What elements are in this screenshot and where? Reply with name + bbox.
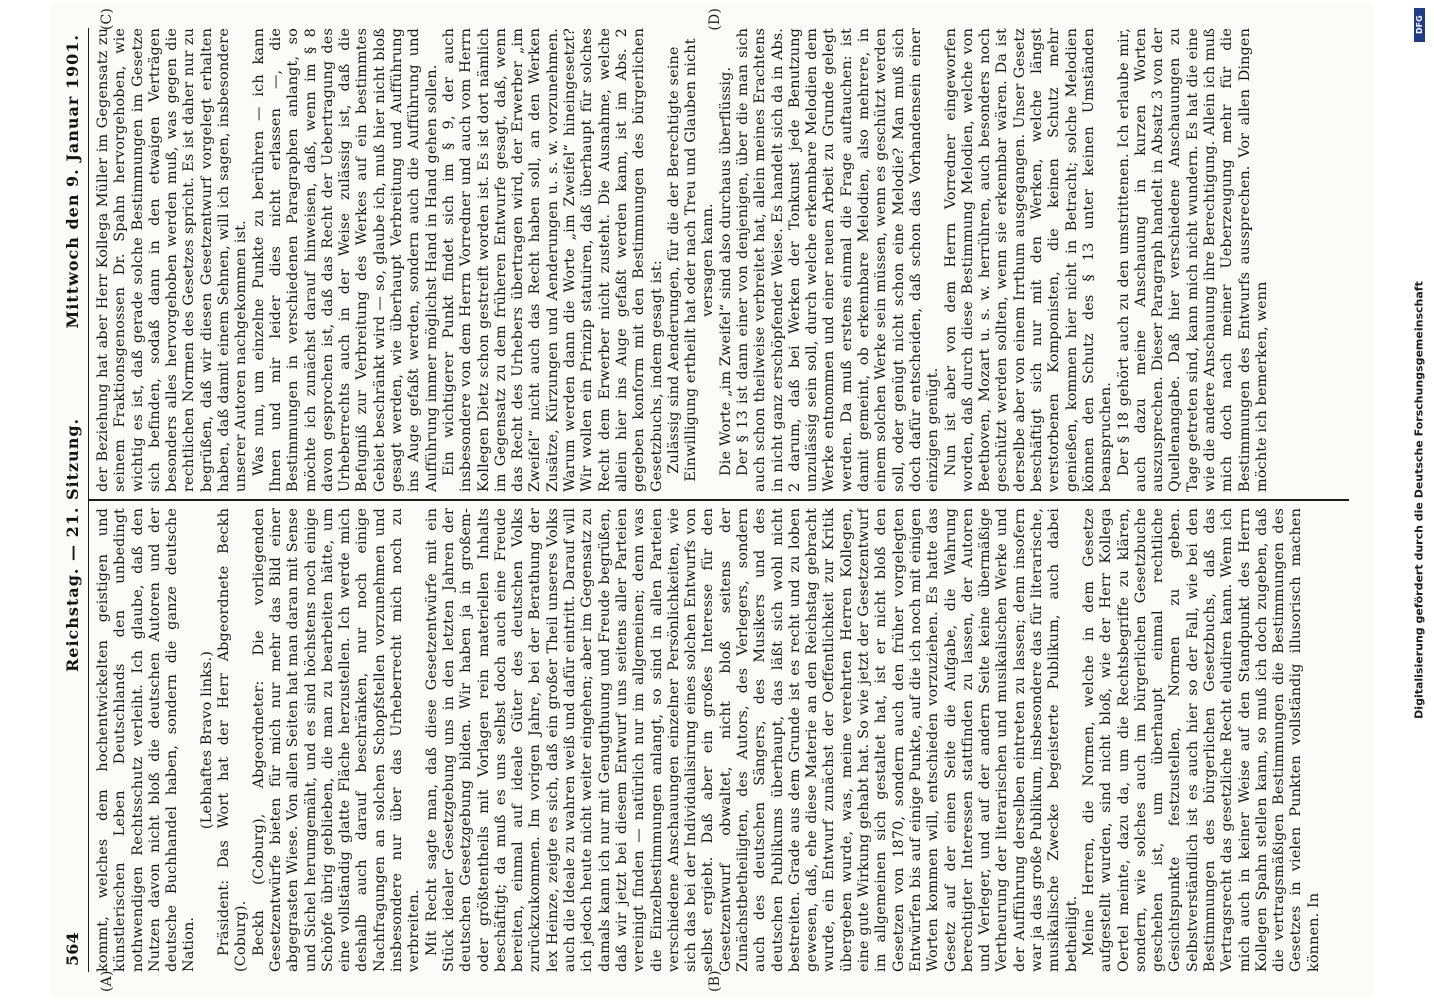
quoted-law-text: Zulässig sind Aenderungen, für die der Berechtigte seine Einwilligung ertheilt hat oder nach Treu und Glauben nicht versagen kann.	[665, 38, 717, 482]
page-number: 564	[63, 932, 82, 966]
header-title: Reichstag. — 21. Sitzung.	[63, 417, 82, 672]
text-columns	[95, 8, 1345, 992]
paragraph: Die Worte „im Zweifel“ sind also durchaus überflüssig.	[717, 66, 734, 476]
left-column	[95, 508, 1345, 972]
paragraph: kommt, welches dem hochentwickelten geistigen und künstlerischen Leben Deutschlands den unbedingt nothwendigen Rechtsschutz verleiht. Ich glaube, daß den Nutzen davon nicht bloß die deutschen Autoren und der deutsche Buchhandel haben, sondern die ganze deutsche Nation.	[95, 508, 198, 972]
speaker-paragraph: Beckh (Coburg), Abgeordneter: Die vorliegenden Gesetzentwürfe bieten für mich nur mehr das Bild einer abgegrasten Wiese. Von allen Seiten hat man daran mit Sense und Sichel herumgemäht, und es sind höchstens noch einige Schöpfe übrig geblieben, die man zu bearbeiten hätte, um eine vollständig glatte Fläche herzustellen. Ich werde mich deshalb auch darauf beschränken, nur noch einige Nachfragungen an solchen Schopfstellen vorzunehmen und insbesondere nur über das Urheberrecht mich noch zu verbreiten.	[250, 508, 423, 972]
applause-note: (Lebhaftes Bravo links.)	[198, 650, 215, 830]
column-divider	[89, 500, 1349, 502]
running-header	[60, 28, 89, 972]
margin-marker-b: (B)	[707, 970, 723, 992]
paragraph: Was nun, um einzelne Punkte zu berühren — ich kann Ihnen und mir leider dies nicht erlassen —, die Bestimmungen in verschiedenen Paragraphen anlangt, so möchte ich zunächst darauf hinweisen, daß, wenn im § 8 davon gesprochen ist, daß das Recht der Uebertragung des Urheberrechts auch in der Weise zulässig ist, daß die Befugniß zur Verbreitung des Werkes auf ein bestimmtes Gebiet beschränkt wird — so, glaube ich, muß hier nicht bloß gesagt werden, wie überhaupt Verbreitung und Aufführung ins Auge gefaßt werden, sondern auch die Aufführung und Aufführung immer möglichst Hand in Hand gehen sollen.	[250, 28, 440, 492]
paragraph: Der § 18 gehört auch zu den umstrittenen. Ich erlaube mir, auch dazu meine Anschauung in kurzen Worten auszusprechen. Dieser Paragraph handelt in Absatz 3 von der Quellenangabe. Daß hier verschiedene Anschauungen zu Tage getreten sind, kann mich nicht wundern. Es hat die eine wie die andere Anschauung ihre Berechtigung. Allein ich muß mich doch nach meiner Ueberzeugung mehr für die Bestimmungen des Entwurfs aussprechen. Vor allen Dingen möchte ich bemerken, wenn	[1115, 28, 1270, 492]
paragraph: Meine Herren, die Normen, welche in dem Gesetze aufgestellt wurden, sind nicht bloß, wie der Herr Kollega Oertel meinte, dazu da, um die Rechtsbegriffe zu klären, sondern, wie solches auch im bürgerlichen Gesetzbuche geschehen ist, um überhaupt einmal rechtliche Gesichtspunkte festzustellen, Normen zu geben. Selbstverständlich ist es auch hier so der Fall, wie bei den Bestimmungen des bürgerlichen Gesetzbuchs, daß das Vertragsrecht das gesetzliche Recht eludiren kann. Wenn ich mich auch in keiner Weise auf den Standpunkt des Herrn Kollegen Spahn stellen kann, so muß ich doch zugeben, daß die vertragsmäßigen Bestimmungen die Bestimmungen des Gesetzes in vielen Punkten vollständig illusorisch machen können. In	[1080, 508, 1322, 972]
margin-marker-d: (D)	[707, 8, 723, 31]
president-statement: Präsident: Das Wort hat der Herr Abgeordnete Beckh (Coburg).	[216, 508, 250, 972]
dfg-logo: DFG	[1414, 8, 1425, 42]
digitization-credit: Digitalisierung gefördert durch die Deutsche Forschungsgemeinschaft	[1412, 281, 1426, 719]
paragraph: Nun ist aber von dem Herrn Vorredner eingeworfen worden, daß durch diese Bestimmung Melodien, welche von Beethoven, Mozart u. s. w. herrühren, auch besonders noch geschützt werden sollten, wenn sie erkennbar wären. Da ist derselbe aber von einem Irrthum ausgegangen. Unser Gesetz beschäftigt sich nur mit den Werken, welche längst verstorbenen Komponisten, die keinen Schutz mehr genießen, kommen hier nicht in Betracht; solche Melodien können den Schutz des § 13 unter keinen Umständen beanspruchen.	[942, 28, 1115, 492]
paragraph: Der § 13 ist dann einer von denjenigen, über die man sich auch schon theilweise verbreitet hat, allein meines Erachtens in nicht ganz erschöpfender Weise. Es handelt sich da in Abs. 2 darum, daß bei Werken der Tonkunst jede Benutzung unzulässig sein soll, durch welche erkennbare Melodien dem Werke entnommen und einer neuen Arbeit zu Grunde gelegt werden. Da muß erstens einmal die Frage auftauchen: ist damit gemeint, ob erkennbare Melodien, also mehrere, in einem solchen Werke sein müssen, wenn es geschützt werden soll, oder genügt nicht schon eine Melodie? Man muß sich doch dafür entscheiden, daß schon das Vorhandensein einer einzigen genügt.	[734, 28, 942, 492]
paragraph: Ein wichtigerer Punkt findet sich im § 9, der auch insbesondere von dem Herrn Vorredner und auch vom Herrn Kollegen Dietz schon gestreift worden ist. Es ist dort nämlich im Gegensatz zu dem früheren Entwurfe gesagt, daß, wenn das Recht des Urhebers übertragen wird, der Erwerber „im Zweifel“ nicht auch das Recht haben soll, an den Werken Zusätze, Kürzungen und Aenderungen u. s. w. vorzunehmen. Warum werden dann die Worte „im Zweifel“ hineingesetzt? Wir wollen ein Prinzip statuiren, daß überhaupt für solches Recht dem Erwerber nicht zusteht. Die Ausnahme, welche allein hier ins Auge gefaßt werden kann, ist im Abs. 2 gegeben konform mit den Bestimmungen des bürgerlichen Gesetzbuchs, indem gesagt ist:	[440, 28, 665, 492]
right-column	[95, 28, 1345, 492]
margin-marker-c: (C)	[99, 8, 115, 31]
paragraph: Mit Recht sagte man, daß diese Gesetzentwürfe mit ein Stück idealer Gesetzgebung uns in den letzten Jahren der deutschen Gesetzgebung bilden. Wir haben ja in großem- oder größtentheils mit Vorlagen rein materiellen Inhalts beschäftigt; da muß es uns selbst doch auch eine Freude bereiten, einmal auf ideale Güter des deutschen Volks zurückzukommen. Im vorigen Jahre, bei der Berathung der lex Heinze, zeigte es sich, daß ein großer Theil unseres Volks auch die Ideale zu wahren weiß und dafür eintritt. Darauf will ich jedoch heute nicht weiter eingehen; aber im Gegensatz zu damals kann ich nur mit Genugthuung und Freude begrüßen, daß wir jetzt bei diesem Entwurf uns seitens aller Parteien vereinigt finden — natürlich nur im allgemeinen; denn was die Einzelbestimmungen anlangt, so sind in allen Parteien verschiedene Anschauungen einzelner Persönlichkeiten, wie sich das bei der Individualisirung eines solchen Entwurfs von selbst ergiebt. Daß aber ein großes Interesse für den Gesetzentwurf obwaltet, nicht bloß seitens der Zunächstbetheiligten, des Autors, des Verlegers, sondern auch des deutschen Sängers, des Musikers und des deutschen Publikums überhaupt, das läßt sich wohl nicht bestreiten. Grade aus dem Grunde ist es recht und zu loben gewesen, daß, ehe diese Materie an den Reichstag gebracht wurde, ein Entwurf zunächst der Oeffentlichkeit zur Kritik übergeben wurde, was, meine verehrten Herren Kollegen, eine gute Wirkung gehabt hat. So wie jetzt der Gesetzentwurf im allgemeinen sich gestaltet hat, ist er nicht bloß den Gesetzen von 1870, sondern auch den früher vorgelegten Entwürfen bis auf einige Punkte, auf die ich noch mit einigen Worten kommen will, entschieden vorzuziehen. Es hatte das Gesetz auf der einen Seite die Aufgabe, die Wahrung berechtigter Interessen stattfinden zu lassen, der Autoren und Verleger, und auf der andern Seite keine übermäßige Vertheurung der literarischen und musikalischen Werke und der Aufführung derselben eintreten zu lassen; denn insofern war ja das große Publikum, insbesondere das für literarische, musikalische Zwecke begeisterte Publikum, auch dabei betheiligt.	[423, 508, 1080, 972]
document-page	[50, 2, 1374, 998]
margin-marker-a: (A)	[99, 970, 115, 992]
header-date: Mittwoch den 9. Januar 1901.	[63, 34, 82, 329]
paragraph: der Beziehung hat aber Herr Kollega Müller im Gegensatz zu seinem Fraktionsgenossen Dr. Spahn hervorgehoben, wie wichtig es ist, daß gerade solche Bestimmungen im Gesetze sich befinden, sodaß dann in den etwaigen Verträgen besonders alles hervorgehoben werden muß, was gegen die rechtlichen Normen des Gesetzes spricht. Es ist daher nur zu begrüßen, daß wir diesen Gesetzentwurf vorgelegt erhalten haben, daß damit einem Sehnen, will ich sagen, insbesondere unserer Autoren nachgekommen ist.	[95, 28, 250, 492]
scanned-page	[50, 2, 1374, 998]
